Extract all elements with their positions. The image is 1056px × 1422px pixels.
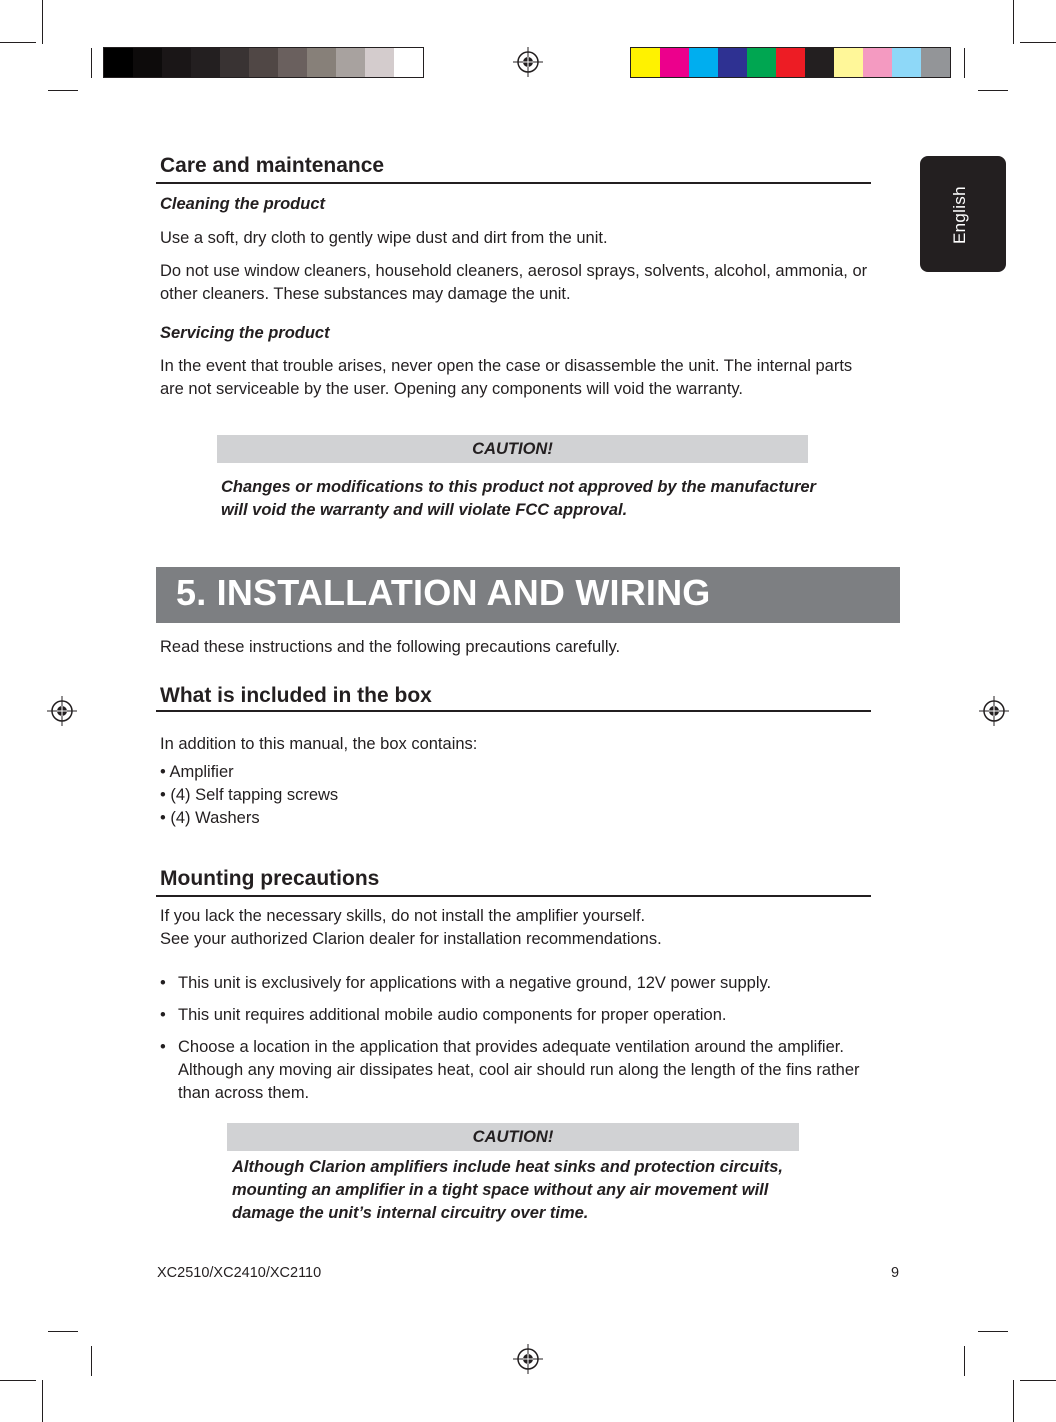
servicing-heading: Servicing the product: [160, 324, 330, 342]
color-swatch: [747, 48, 776, 77]
color-swatch: [834, 48, 863, 77]
mounting-precautions-list: [160, 972, 872, 1114]
grayscale-color-bar: [103, 47, 424, 78]
bullet-icon: •: [160, 1006, 166, 1024]
color-swatch: [660, 48, 689, 77]
mounting-intro-line-2: See your authorized Clarion dealer for installation recommendations.: [160, 930, 662, 948]
crop-mark: [91, 48, 92, 78]
crop-mark: [1020, 1380, 1056, 1381]
list-item-text: This unit is exclusively for applications with a negative ground, 12V power supply.: [178, 974, 772, 992]
box-heading: What is included in the box: [160, 684, 432, 707]
crop-mark: [0, 1380, 36, 1381]
section-banner: [156, 567, 900, 623]
list-item: [160, 972, 872, 995]
color-swatch: [718, 48, 747, 77]
list-item: • (4) Washers: [160, 809, 260, 827]
color-swatch: [220, 48, 249, 77]
crop-mark: [1020, 42, 1056, 43]
crop-mark: [42, 0, 43, 44]
mounting-heading-rule: [156, 895, 871, 897]
footer-model: XC2510/XC2410/XC2110: [157, 1265, 322, 1281]
servicing-paragraph: In the event that trouble arises, never open the case or disassemble the unit. The internal parts are not serviceable by the user. Opening any components will void the warranty.: [160, 357, 853, 398]
box-intro: In addition to this manual, the box contains:: [160, 735, 478, 753]
crop-mark: [48, 1331, 78, 1332]
color-swatch: [133, 48, 162, 77]
registration-mark-icon: [979, 696, 1009, 726]
registration-mark-icon: [513, 1344, 543, 1374]
cleaning-paragraph-2: Do not use window cleaners, household cleaners, aerosol sprays, solvents, alcohol, ammonia, or other cleaners. These substances may damage the unit.: [160, 262, 868, 303]
box-heading-rule: [156, 710, 871, 712]
crop-mark: [964, 1346, 965, 1376]
care-heading-rule: [156, 182, 871, 184]
caution-header: CAUTION!: [217, 435, 808, 463]
language-tab: [920, 156, 1006, 272]
color-swatch: [776, 48, 805, 77]
color-swatch: [689, 48, 718, 77]
color-swatch: [863, 48, 892, 77]
section-title: 5. INSTALLATION AND WIRING: [176, 572, 711, 613]
installation-intro: Read these instructions and the following precautions carefully.: [160, 638, 621, 656]
list-item: [160, 1004, 872, 1027]
care-heading: Care and maintenance: [160, 154, 385, 177]
caution-text: Changes or modifications to this product not approved by the manufacturer will void the warranty and will violate FCC approval.: [221, 478, 816, 519]
list-item: • Amplifier: [160, 763, 234, 781]
color-swatch: [631, 48, 660, 77]
crop-mark: [42, 1380, 43, 1422]
crop-mark: [0, 42, 36, 43]
crop-mark: [1013, 1380, 1014, 1422]
cleaning-paragraph-1: Use a soft, dry cloth to gently wipe dust and dirt from the unit.: [160, 229, 608, 247]
language-tab-label: English: [950, 186, 969, 244]
color-swatch: [336, 48, 365, 77]
cleaning-heading: Cleaning the product: [160, 195, 325, 213]
mounting-heading: Mounting precautions: [160, 867, 380, 890]
caution-header: CAUTION!: [227, 1123, 799, 1151]
color-swatch: [249, 48, 278, 77]
color-swatch: [307, 48, 336, 77]
color-swatch: [805, 48, 834, 77]
crop-mark: [91, 1346, 92, 1376]
crop-mark: [978, 1331, 1008, 1332]
color-swatch: [191, 48, 220, 77]
crop-mark: [978, 90, 1008, 91]
color-swatch: [921, 48, 950, 77]
color-swatch: [892, 48, 921, 77]
box-contents-list: [160, 761, 338, 830]
list-item: • (4) Self tapping screws: [160, 786, 339, 804]
crop-mark: [48, 90, 78, 91]
mounting-intro-line-1: If you lack the necessary skills, do not install the amplifier yourself.: [160, 907, 646, 925]
caution-text: Although Clarion amplifiers include heat sinks and protection circuits, mounting an amplifier in a tight space without any air movement will damage the unit’s internal circuitry over time.: [232, 1158, 784, 1222]
color-swatch: [104, 48, 133, 77]
color-swatch: [365, 48, 394, 77]
list-item: [160, 1036, 872, 1105]
color-swatch: [278, 48, 307, 77]
bullet-icon: •: [160, 1038, 166, 1056]
color-swatch: [162, 48, 191, 77]
crop-mark: [1013, 0, 1014, 44]
bullet-icon: •: [160, 974, 166, 992]
list-item-text: This unit requires additional mobile audio components for proper operation.: [178, 1006, 727, 1024]
registration-mark-icon: [513, 47, 543, 77]
color-swatch: [394, 48, 423, 77]
page-number: 9: [891, 1265, 900, 1281]
crop-mark: [964, 48, 965, 78]
list-item-text: Choose a location in the application that provides adequate ventilation around the amplifier. Although any moving air dissipates heat, cool air should run along the length of the fins rather than across them.: [178, 1038, 860, 1102]
process-color-bar: [630, 47, 951, 78]
registration-mark-icon: [47, 696, 77, 726]
